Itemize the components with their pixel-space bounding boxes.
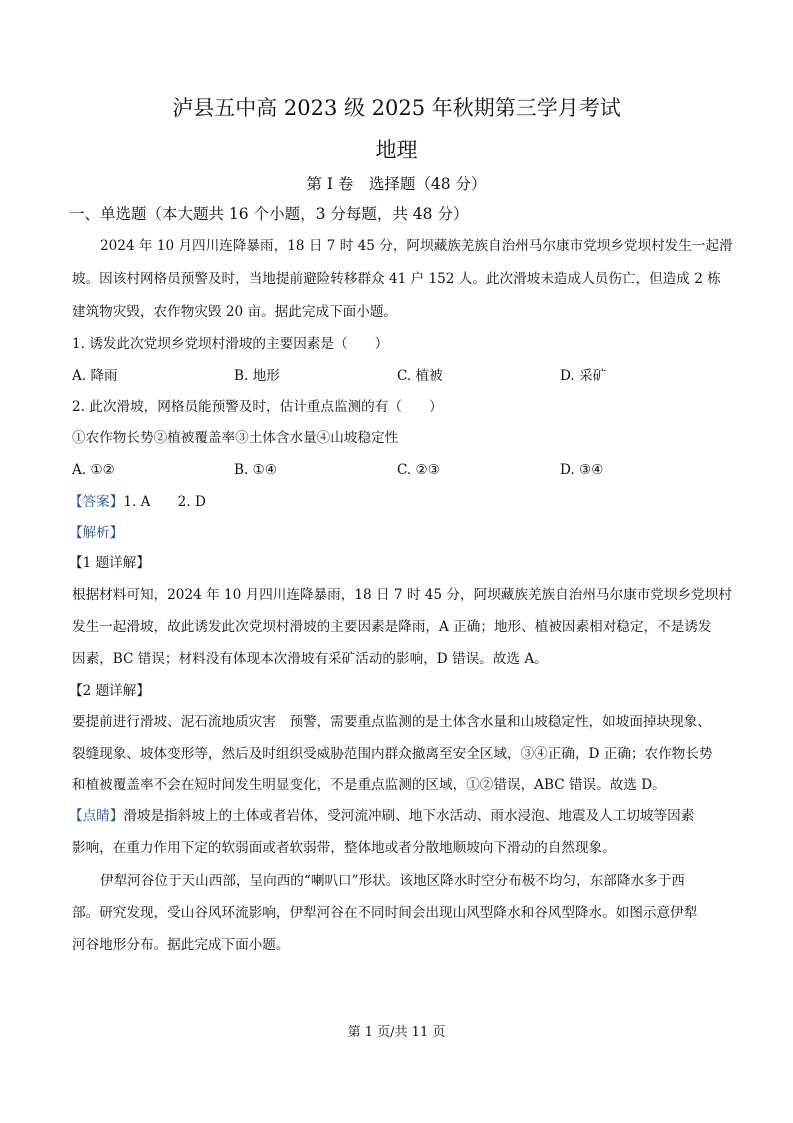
detail-2-line: 和植被覆盖率不会在短时间发生明显变化，不是重点监测的区域，①②错误，ABC 错误。故选 D。 (72, 777, 666, 793)
material-2-line: 河谷地形分布。据此完成下面小题。 (72, 937, 290, 953)
page-footer: 第 1 页/共 11 页 (347, 1025, 446, 1040)
tips-label: 【点睛】 (69, 808, 124, 824)
detail-1-line: 根据材料可知，2024 年 10 月四川连降暴雨，18 日 7 时 45 分，阿坝藏族羌族自治州马尔康市党坝乡党坝村 (72, 587, 732, 603)
detail-1-line: 发生一起滑坡，故此诱发此次党坝村滑坡的主要因素是降雨，A 正确；地形、植被因素相对稳定，不是诱发 (72, 619, 712, 635)
section-heading: 一、单选题（本大题共 16 个小题，3 分每题，共 48 分） (69, 205, 469, 223)
q1-option-b: B. 地形 (234, 368, 280, 384)
analysis-label: 【解析】 (69, 525, 124, 541)
material-2-line: 部。研究发现，受山谷风环流影响，伊犁河谷在不同时间会出现山风型降水和谷风型降水。如图示意伊犁 (72, 905, 698, 921)
q1-option-c: C. 植被 (397, 368, 443, 384)
subject-title: 地理 (375, 138, 418, 162)
question-1-stem: 1. 诱发此次党坝乡党坝村滑坡的主要因素是（ ） (72, 336, 389, 352)
answer-row (69, 496, 206, 510)
tips-row (69, 810, 694, 824)
detail-1-line: 因素，BC 错误；材料没有体现本次滑坡有采矿活动的影响，D 错误。故选 A。 (72, 651, 548, 667)
q2-option-b: B. ①④ (234, 462, 278, 478)
material-1-line: 2024 年 10 月四川连降暴雨，18 日 7 时 45 分，阿坝藏族羌族自治州马尔康市党坝乡党坝村发生一起滑 (100, 238, 733, 254)
material-1-line: 建筑物灾毁，农作物灾毁 20 亩。据此完成下面小题。 (72, 304, 398, 320)
answer-text: 1. A 2. D (123, 494, 206, 510)
q1-option-d: D. 采矿 (560, 368, 607, 384)
detail-2-line: 要提前进行滑坡、泥石流地质灾害 预警，需要重点监测的是土体含水量和山坡稳定性，如坡面掉块现象、 (72, 714, 711, 730)
material-2-line: 伊犁河谷位于天山西部，呈向西的“喇叭口”形状。该地区降水时空分布极不均匀，东部降水多于西 (100, 873, 685, 889)
q2-option-d: D. ③④ (560, 462, 604, 478)
detail-2-line: 裂缝现象、坡体变形等，然后及时组织受威胁范围内群众撤离至安全区域，③④正确，D 正确；农作物长势 (72, 746, 713, 762)
tips-line: 影响，在重力作用下定的软弱面或者软弱带，整体地或者分散地顺坡向下滑动的自然现象。 (72, 840, 616, 856)
q1-option-a: A. 降雨 (72, 368, 118, 384)
answer-label: 【答案】 (69, 494, 124, 510)
tips-line: 滑坡是指斜坡上的土体或者岩体，受河流冲刷、地下水活动、雨水浸泡、地震及人工切坡等因素 (123, 808, 695, 824)
question-2-stem: 2. 此次滑坡，网格员能预警及时，估计重点监测的有（ ） (72, 399, 443, 415)
volume-heading: 第 I 卷 选择题（48 分） (306, 175, 487, 193)
exam-title: 泸县五中高 2023 级 2025 年秋期第三学月考试 (172, 96, 621, 120)
detail-1-label: 【1 题详解】 (69, 555, 150, 571)
q2-option-c: C. ②③ (397, 462, 440, 478)
question-2-items: ①农作物长势②植被覆盖率③土体含水量④山坡稳定性 (72, 430, 399, 446)
q2-option-a: A. ①② (72, 462, 115, 478)
detail-2-label: 【2 题详解】 (69, 683, 150, 699)
material-1-line: 坡。因该村网格员预警及时，当地提前避险转移群众 41 户 152 人。此次滑坡未造成人员伤亡，但造成 2 栋 (72, 271, 721, 287)
